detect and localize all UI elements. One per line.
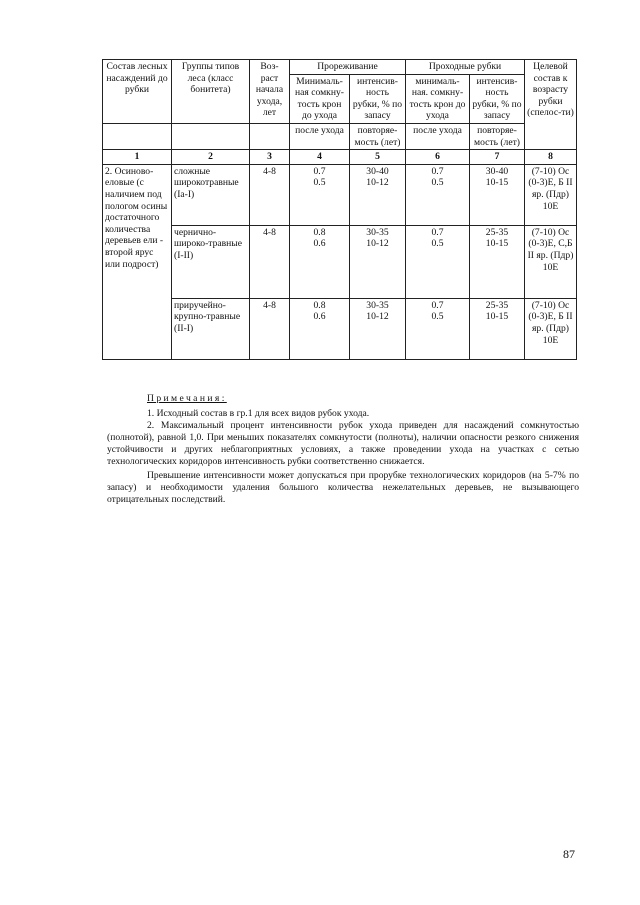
thinning-intensity	[350, 298, 406, 359]
intensity-value: 25-35	[485, 226, 509, 238]
passage-density	[406, 225, 470, 298]
repeat-value: 10-12	[366, 238, 389, 250]
header-start-age: Воз-раст начала ухода, лет	[250, 60, 290, 124]
intensity-value: 30-40	[485, 165, 509, 177]
density-after: 0.5	[431, 311, 444, 323]
target-composition: (7-10) Ос (0-3)Е, С,Б II яр. (Пдр) 10Е	[525, 225, 577, 298]
notes-title: Примечания:	[147, 393, 227, 404]
density-after: 0.5	[431, 238, 444, 250]
intensity-value: 30-40	[366, 165, 389, 177]
header-thinning-after: после ухода	[290, 123, 350, 149]
column-number: 6	[406, 150, 470, 165]
table-row	[103, 164, 577, 225]
column-number: 3	[250, 150, 290, 165]
density-before: 0.8	[313, 226, 326, 238]
density-before: 0.7	[431, 226, 444, 238]
column-number: 5	[350, 150, 406, 165]
repeat-value: 10-15	[485, 177, 509, 189]
density-after: 0.6	[313, 311, 326, 323]
header-thinning-repeat: повторяе-мость (лет)	[350, 123, 406, 149]
passage-intensity	[470, 164, 525, 225]
density-before: 0.7	[313, 165, 326, 177]
header-forest-type-group: Группы типов леса (класс бонитета)	[172, 60, 250, 124]
header-thinning: Прореживание	[290, 60, 406, 75]
start-age: 4-8	[250, 225, 290, 298]
thinning-norms-table	[102, 59, 577, 360]
column-number: 4	[290, 150, 350, 165]
repeat-value: 10-15	[485, 311, 509, 323]
target-composition: (7-10) Ос (0-3)Е, Б II яр. (Пдр) 10Е	[525, 298, 577, 359]
passage-density	[406, 298, 470, 359]
forest-type: чернично-широко-травные (I-II)	[172, 225, 250, 298]
header-passage-after: после ухода	[406, 123, 470, 149]
header-passage-min-density: минималь-ная. сомкну-тость крон до ухода	[406, 74, 470, 123]
density-before: 0.8	[313, 299, 326, 311]
thinning-density	[290, 225, 350, 298]
density-after: 0.5	[313, 177, 326, 189]
passage-intensity	[470, 225, 525, 298]
forest-composition-group: 2. Осиново-еловые (с наличием под пологом осины достаточного количества деревьев ели - второй ярус или подрост)	[103, 164, 172, 359]
header-thinning-intensity: интенсив-ность рубки, % по запасу	[350, 74, 406, 123]
start-age: 4-8	[250, 164, 290, 225]
note-3: Превышение интенсивности может допускаться при прорубке технологических коридоров (на 5-7% по запасу) и необходимости удаления большого количества нежелательных деревьев, не вызывающего отрицательных последствий.	[107, 470, 579, 506]
forest-type: приручейно-крупно-травные (II-I)	[172, 298, 250, 359]
forest-type: сложные широкотравные (Ia-I)	[172, 164, 250, 225]
header-passage-cutting: Проходные рубки	[406, 60, 525, 75]
passage-density	[406, 164, 470, 225]
repeat-value: 10-12	[366, 177, 389, 189]
intensity-value: 30-35	[366, 226, 389, 238]
density-before: 0.7	[431, 299, 444, 311]
repeat-value: 10-12	[366, 311, 389, 323]
density-after: 0.5	[431, 177, 444, 189]
header-thinning-min-density: Минималь-ная сомкну-тость крон до ухода	[290, 74, 350, 123]
start-age: 4-8	[250, 298, 290, 359]
repeat-value: 10-15	[485, 238, 509, 250]
target-composition: (7-10) Ос (0-3)Е, Б II яр. (Пдр) 10Е	[525, 164, 577, 225]
header-passage-intensity: интенсив-ность рубки, % по запасу	[470, 74, 525, 123]
intensity-value: 30-35	[366, 299, 389, 311]
column-number: 8	[525, 150, 577, 165]
page-number: 87	[563, 847, 575, 861]
column-number: 1	[103, 150, 172, 165]
column-number: 7	[470, 150, 525, 165]
density-before: 0.7	[431, 165, 444, 177]
header-composition: Состав лесных насаждений до рубки	[103, 60, 172, 124]
thinning-intensity	[350, 164, 406, 225]
note-1: 1. Исходный состав в гр.1 для всех видов рубок ухода.	[147, 407, 370, 419]
intensity-value: 25-35	[485, 299, 509, 311]
density-after: 0.6	[313, 238, 326, 250]
thinning-intensity	[350, 225, 406, 298]
note-2: 2. Максимальный процент интенсивности рубок ухода приведен для насаждений сомкнутостью (полнотой), равной 1,0. При меньших показателях сомкнутости (полноты), наличии опасности резкого снижения устойчивости и других неблагоприятных условиях, а также проведении ухода на участках с сетью технологических коридоров интенсивность рубки соответственно снижается.	[107, 419, 579, 467]
notes-section	[107, 393, 579, 506]
table-row	[103, 298, 577, 359]
column-number: 2	[172, 150, 250, 165]
thinning-density	[290, 298, 350, 359]
table-row	[103, 225, 577, 298]
thinning-density	[290, 164, 350, 225]
passage-intensity	[470, 298, 525, 359]
header-passage-repeat: повторяе-мость (лет)	[470, 123, 525, 149]
header-target-composition: Целевой состав к возрасту рубки (спелос-ти)	[525, 60, 577, 150]
